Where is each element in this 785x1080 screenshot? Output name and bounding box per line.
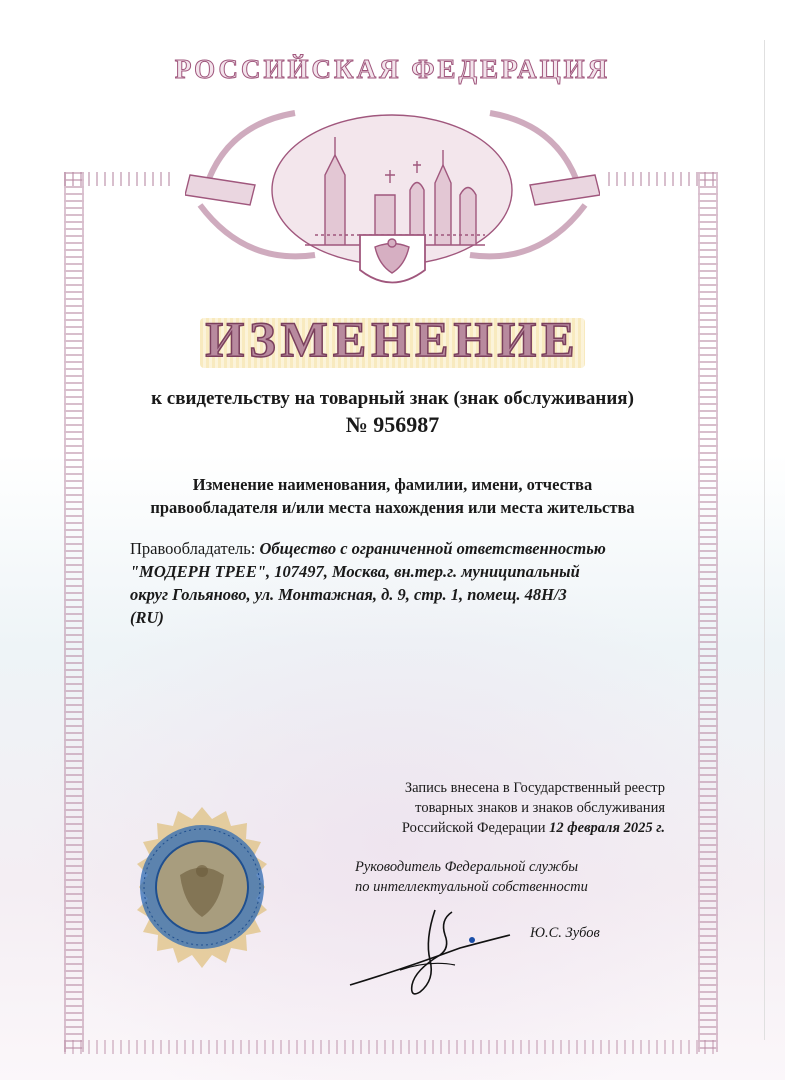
frame-left [64,172,84,1052]
signatory-title [355,857,635,897]
handwritten-signature [340,900,520,1000]
kremlin-emblem-icon [185,95,600,300]
change-description [0,473,785,519]
certificate-number: № 956987 [345,412,440,437]
country-title: РОССИЙСКАЯ ФЕДЕРАЦИЯ [174,54,611,84]
frame-bottom [64,1040,718,1054]
scan-edge [764,40,765,1040]
frame-right [698,172,718,1052]
banner-title: ИЗМЕНЕНИЕ [205,311,580,367]
holder-label: Правообладатель: [130,539,256,558]
change-line-1: Изменение наименования, фамилии, имени, отчества [192,475,593,494]
signatory-title-line-2: по интеллектуальной собственности [355,879,588,895]
holder-line-3: округ Гольяново, ул. Монтажная, д. 9, стр. 1, помещ. 48Н/3 [130,585,567,604]
holder-line-1: Общество с ограниченной ответственностью [259,539,606,558]
signatory-name: Ю.С. Зубов [530,925,600,941]
change-line-2: правообладателя и/или места нахождения или места жительства [150,498,635,517]
registry-date: 12 февраля 2025 г. [549,820,665,836]
holder-line-4: (RU) [130,608,164,627]
holder-line-2: "МОДЕРН ТРЕЕ", 107497, Москва, вн.тер.г. муниципальный [130,562,580,581]
registry-line-2: товарных знаков и знаков обслуживания [415,800,665,816]
rights-holder [130,537,665,629]
registry-line-1: Запись внесена в Государственный реестр [404,780,665,796]
certificate-subtitle: к свидетельству на товарный знак (знак обслуживания) [151,388,634,409]
official-seal-icon [120,805,285,970]
signatory-title-line-1: Руководитель Федеральной службы [355,859,579,875]
registry-note [360,778,665,838]
registry-line-3: Российской Федерации [401,820,546,836]
